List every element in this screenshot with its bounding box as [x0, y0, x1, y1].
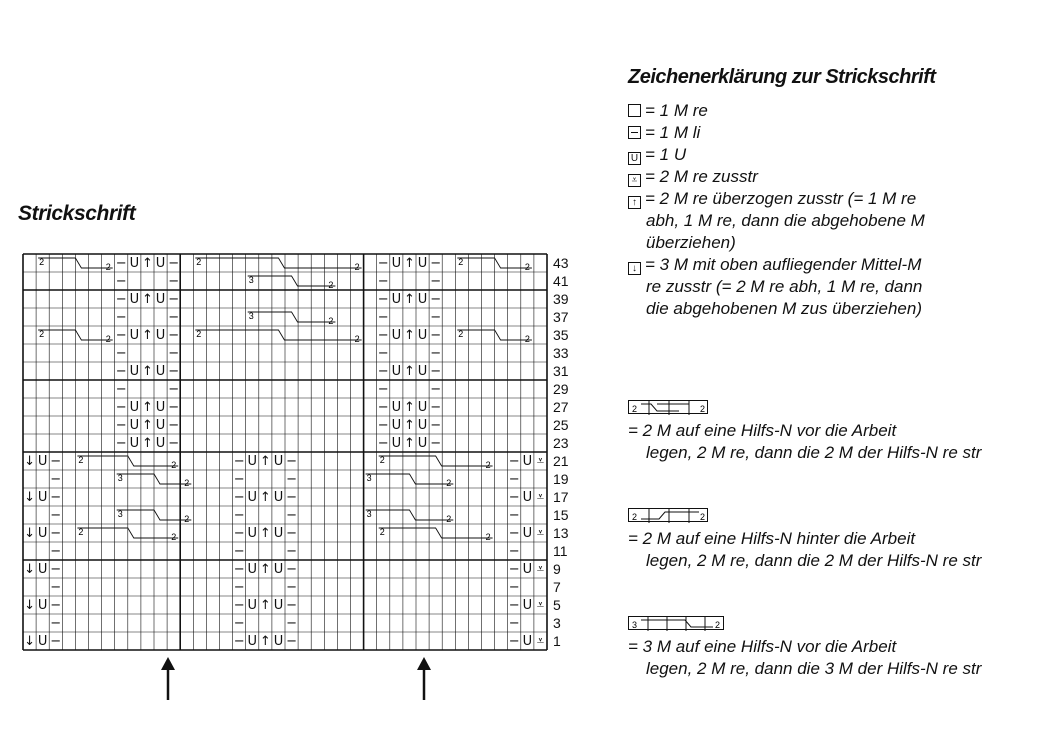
double-dec-stitch: ↓ [24, 598, 36, 613]
purl-stitch: − [286, 508, 298, 523]
yarn-over-stitch: U [522, 562, 533, 577]
cable-left-digit-right: 2 [105, 334, 111, 344]
yarn-over-stitch: U [155, 364, 166, 379]
purl-stitch: − [115, 400, 127, 415]
legend-skp: ↑ = 2 M re überzogen zusstr (= 1 M re abh, 1 M re, dann die abgehobene M überziehen) [628, 188, 1028, 254]
row-number: 43 [553, 255, 569, 271]
purl-stitch: − [286, 490, 298, 505]
purl-stitch: − [508, 598, 520, 613]
yarn-over-stitch: U [129, 256, 140, 271]
cable-lower-mid-l-digit-right: 2 [184, 478, 190, 488]
center-arrow-left [158, 656, 178, 702]
cable-lower-right-digit-left: 2 [379, 455, 385, 465]
yarn-over-stitch: U [129, 328, 140, 343]
row-number: 11 [553, 543, 568, 559]
yarn-over-stitch: U [417, 418, 428, 433]
purl-icon [628, 126, 641, 139]
purl-stitch: − [286, 616, 298, 631]
cable-mid-line [248, 312, 336, 322]
legend-purl: = 1 M li [628, 122, 700, 144]
yarn-over-stitch: U [129, 364, 140, 379]
row-number: 23 [553, 435, 569, 451]
purl-stitch: − [377, 364, 389, 379]
purl-stitch: − [168, 274, 180, 289]
cable1-right-digit: 2 [700, 404, 706, 414]
skp-icon: ↑ [628, 196, 641, 209]
row-number: 5 [553, 597, 561, 613]
cable3-right-digit: 2 [715, 620, 721, 630]
double-dec-stitch: ↓ [24, 634, 36, 649]
cable-center-line [195, 330, 361, 340]
purl-stitch: − [377, 418, 389, 433]
purl-stitch: − [286, 526, 298, 541]
cable-center-digit-left: 2 [196, 329, 202, 339]
k2tog-stitch: ⩡ [536, 454, 545, 469]
purl-stitch: − [50, 508, 62, 523]
yarn-over-stitch: U [155, 328, 166, 343]
yarn-over-stitch: U [37, 562, 48, 577]
purl-stitch: − [508, 526, 520, 541]
sk2p-stitch: ↑ [403, 328, 415, 343]
yarn-over-stitch: U [37, 598, 48, 613]
purl-stitch: − [233, 598, 245, 613]
purl-stitch: − [233, 454, 245, 469]
row-number: 27 [553, 399, 569, 415]
yarn-over-stitch: U [522, 634, 533, 649]
cable-center-digit-left: 2 [196, 257, 202, 267]
purl-stitch: − [377, 274, 389, 289]
purl-stitch: − [286, 472, 298, 487]
cable-front-3-2-icon [628, 616, 724, 630]
purl-stitch: − [50, 562, 62, 577]
cable-right-digit-left: 2 [458, 329, 464, 339]
row-number: 41 [553, 273, 569, 289]
cable-left-digit-left: 2 [39, 329, 45, 339]
yarn-over-stitch: U [155, 256, 166, 271]
yarn-over-stitch: U [273, 454, 284, 469]
yarn-over-stitch: U [37, 490, 48, 505]
cable-left-digit-right: 2 [105, 262, 111, 272]
row-number: 29 [553, 381, 569, 397]
yarn-over-stitch: U [417, 400, 428, 415]
purl-stitch: − [508, 634, 520, 649]
legend-k2tog: ⩡ = 2 M re zusstr [628, 166, 758, 188]
yarn-over-icon: U [628, 152, 641, 165]
purl-stitch: − [377, 382, 389, 397]
cable-lower-mid-r-digit-right: 2 [446, 478, 452, 488]
chart-title: Strickschrift [18, 202, 136, 225]
k2tog-stitch: ⩡ [536, 490, 545, 505]
yarn-over-stitch: U [522, 490, 533, 505]
cable-lower-right-digit-right: 2 [485, 460, 491, 470]
purl-stitch: − [168, 292, 180, 307]
purl-stitch: − [115, 256, 127, 271]
yarn-over-stitch: U [273, 490, 284, 505]
row-number: 7 [553, 579, 561, 595]
purl-stitch: − [430, 328, 442, 343]
row-number: 3 [553, 615, 561, 631]
yarn-over-stitch: U [417, 292, 428, 307]
purl-stitch: − [168, 436, 180, 451]
purl-stitch: − [377, 436, 389, 451]
sk2p-stitch: ↑ [403, 256, 415, 271]
yarn-over-stitch: U [391, 328, 402, 343]
cable-lower-right-line [379, 456, 493, 466]
purl-stitch: − [430, 310, 442, 325]
double-dec-stitch: ↓ [24, 454, 36, 469]
cable-right-digit-left: 2 [458, 257, 464, 267]
purl-stitch: − [377, 256, 389, 271]
purl-stitch: − [168, 310, 180, 325]
yarn-over-stitch: U [37, 634, 48, 649]
yarn-over-stitch: U [391, 292, 402, 307]
purl-stitch: − [508, 562, 520, 577]
legend-cable-front-2-2: = 2 M auf eine Hilfs-N vor die Arbeit legen, 2 M re, dann die 2 M der Hilfs-N re str [628, 421, 982, 462]
purl-stitch: − [377, 310, 389, 325]
purl-stitch: − [430, 292, 442, 307]
center-arrow-right [414, 656, 434, 702]
cable-center-digit-right: 2 [354, 334, 360, 344]
double-dec-stitch: ↓ [24, 490, 36, 505]
purl-stitch: − [168, 364, 180, 379]
sk2p-stitch: ↑ [259, 634, 271, 649]
purl-stitch: − [115, 346, 127, 361]
sk2p-stitch: ↑ [403, 418, 415, 433]
sk2p-stitch: ↑ [403, 292, 415, 307]
double-dec-icon: ↓ [628, 262, 641, 275]
purl-stitch: − [430, 346, 442, 361]
yarn-over-stitch: U [155, 418, 166, 433]
purl-stitch: − [430, 256, 442, 271]
purl-stitch: − [430, 436, 442, 451]
sk2p-stitch: ↑ [259, 454, 271, 469]
k2tog-icon: ⩡ [628, 174, 641, 187]
cable-mid-digit-left: 3 [248, 275, 254, 285]
yarn-over-stitch: U [247, 526, 258, 541]
cable-center-digit-right: 2 [354, 262, 360, 272]
purl-stitch: − [233, 508, 245, 523]
cable-lower-mid-l-digit-right: 2 [184, 514, 190, 524]
yarn-over-stitch: U [417, 256, 428, 271]
cable-lower-mid-r-digit-left: 3 [366, 473, 372, 483]
row-number: 31 [553, 363, 569, 379]
cable-right-digit-right: 2 [524, 262, 530, 272]
cable-mid-digit-left: 3 [248, 311, 254, 321]
cable-back-2-2-icon [628, 508, 708, 522]
yarn-over-stitch: U [247, 562, 258, 577]
row-number: 39 [553, 291, 569, 307]
purl-stitch: − [286, 634, 298, 649]
row-number: 35 [553, 327, 569, 343]
row-number: 15 [553, 507, 569, 523]
cable-lower-mid-r-digit-right: 2 [446, 514, 452, 524]
purl-stitch: − [233, 616, 245, 631]
cable-lower-left-digit-left: 2 [78, 527, 84, 537]
purl-stitch: − [115, 274, 127, 289]
yarn-over-stitch: U [129, 418, 140, 433]
purl-stitch: − [286, 598, 298, 613]
yarn-over-stitch: U [391, 256, 402, 271]
yarn-over-stitch: U [522, 526, 533, 541]
row-number: 9 [553, 561, 561, 577]
purl-stitch: − [430, 382, 442, 397]
purl-stitch: − [508, 616, 520, 631]
purl-stitch: − [115, 310, 127, 325]
sk2p-stitch: ↑ [141, 364, 153, 379]
row-number: 21 [553, 453, 569, 469]
purl-stitch: − [508, 454, 520, 469]
purl-stitch: − [233, 490, 245, 505]
yarn-over-stitch: U [37, 526, 48, 541]
sk2p-stitch: ↑ [403, 364, 415, 379]
purl-stitch: − [50, 526, 62, 541]
cable-lower-mid-r-digit-left: 3 [366, 509, 372, 519]
yarn-over-stitch: U [37, 454, 48, 469]
cable-lower-right-digit-right: 2 [485, 532, 491, 542]
yarn-over-stitch: U [391, 364, 402, 379]
cable-front-2-2-icon [628, 400, 708, 414]
double-dec-stitch: ↓ [24, 526, 36, 541]
purl-stitch: − [168, 328, 180, 343]
yarn-over-stitch: U [155, 436, 166, 451]
purl-stitch: − [286, 544, 298, 559]
yarn-over-stitch: U [247, 490, 258, 505]
double-dec-stitch: ↓ [24, 562, 36, 577]
yarn-over-stitch: U [417, 436, 428, 451]
purl-stitch: − [168, 256, 180, 271]
yarn-over-stitch: U [522, 454, 533, 469]
cable-lower-left-digit-right: 2 [171, 460, 177, 470]
legend-yarn-over: U = 1 U [628, 144, 686, 166]
knit-icon [628, 104, 641, 117]
cable-lower-right-digit-left: 2 [379, 527, 385, 537]
yarn-over-stitch: U [417, 364, 428, 379]
purl-stitch: − [233, 526, 245, 541]
purl-stitch: − [50, 490, 62, 505]
yarn-over-stitch: U [273, 526, 284, 541]
row-number: 19 [553, 471, 569, 487]
row-number: 37 [553, 309, 569, 325]
purl-stitch: − [430, 400, 442, 415]
sk2p-stitch: ↑ [141, 256, 153, 271]
purl-stitch: − [115, 292, 127, 307]
sk2p-stitch: ↑ [403, 436, 415, 451]
purl-stitch: − [50, 472, 62, 487]
purl-stitch: − [377, 400, 389, 415]
purl-stitch: − [286, 562, 298, 577]
cable-mid-line [248, 276, 336, 286]
purl-stitch: − [430, 418, 442, 433]
yarn-over-stitch: U [155, 400, 166, 415]
purl-stitch: − [115, 436, 127, 451]
purl-stitch: − [50, 616, 62, 631]
purl-stitch: − [50, 544, 62, 559]
cable-lower-left-digit-left: 2 [78, 455, 84, 465]
purl-stitch: − [50, 454, 62, 469]
row-number: 1 [553, 633, 561, 649]
purl-stitch: − [50, 598, 62, 613]
purl-stitch: − [50, 580, 62, 595]
legend-cable-back-2-2: = 2 M auf eine Hilfs-N hinter die Arbeit legen, 2 M re, dann die 2 M der Hilfs-N re str [628, 529, 982, 570]
purl-stitch: − [115, 382, 127, 397]
sk2p-stitch: ↑ [259, 526, 271, 541]
cable-lower-right-line [379, 528, 493, 538]
purl-stitch: − [430, 274, 442, 289]
sk2p-stitch: ↑ [259, 562, 271, 577]
cable-lower-mid-l-digit-left: 3 [117, 509, 123, 519]
legend-double-dec: ↓ = 3 M mit oben aufliegender Mittel-M re zusstr (= 2 M re abh, 1 M re, dann die abgehobenen M zus überziehen) [628, 254, 1028, 320]
k2tog-stitch: ⩡ [536, 526, 545, 541]
purl-stitch: − [233, 580, 245, 595]
purl-stitch: − [50, 634, 62, 649]
yarn-over-stitch: U [391, 436, 402, 451]
yarn-over-stitch: U [522, 598, 533, 613]
purl-stitch: − [115, 328, 127, 343]
cable2-left-digit: 2 [632, 512, 638, 522]
cable-mid-digit-right: 2 [328, 316, 334, 326]
yarn-over-stitch: U [129, 400, 140, 415]
yarn-over-stitch: U [273, 562, 284, 577]
yarn-over-stitch: U [129, 436, 140, 451]
cable-lower-mid-r-line [366, 474, 454, 484]
yarn-over-stitch: U [391, 418, 402, 433]
purl-stitch: − [508, 508, 520, 523]
purl-stitch: − [115, 418, 127, 433]
purl-stitch: − [508, 472, 520, 487]
yarn-over-stitch: U [247, 598, 258, 613]
sk2p-stitch: ↑ [141, 292, 153, 307]
yarn-over-stitch: U [273, 634, 284, 649]
yarn-over-stitch: U [417, 328, 428, 343]
legend-knit: = 1 M re [628, 100, 708, 122]
purl-stitch: − [508, 544, 520, 559]
purl-stitch: − [233, 634, 245, 649]
cable-lower-left-digit-right: 2 [171, 532, 177, 542]
yarn-over-stitch: U [273, 598, 284, 613]
sk2p-stitch: ↑ [259, 598, 271, 613]
purl-stitch: − [233, 562, 245, 577]
cable-mid-digit-right: 2 [328, 280, 334, 290]
purl-stitch: − [377, 328, 389, 343]
legend-title: Zeichenerklärung zur Strickschrift [628, 66, 936, 88]
sk2p-stitch: ↑ [141, 436, 153, 451]
cable3-left-digit: 3 [632, 620, 638, 630]
purl-stitch: − [430, 364, 442, 379]
purl-stitch: − [233, 472, 245, 487]
purl-stitch: − [508, 490, 520, 505]
cable-left-digit-left: 2 [39, 257, 45, 267]
purl-stitch: − [286, 580, 298, 595]
purl-stitch: − [233, 544, 245, 559]
sk2p-stitch: ↑ [259, 490, 271, 505]
purl-stitch: − [286, 454, 298, 469]
yarn-over-stitch: U [247, 454, 258, 469]
k2tog-stitch: ⩡ [536, 562, 545, 577]
sk2p-stitch: ↑ [141, 418, 153, 433]
cable-lower-mid-l-digit-left: 3 [117, 473, 123, 483]
cable-lower-mid-r-line [366, 510, 454, 520]
sk2p-stitch: ↑ [403, 400, 415, 415]
row-number: 33 [553, 345, 569, 361]
yarn-over-stitch: U [155, 292, 166, 307]
k2tog-stitch: ⩡ [536, 634, 545, 649]
purl-stitch: − [168, 346, 180, 361]
purl-stitch: − [377, 346, 389, 361]
sk2p-stitch: ↑ [141, 400, 153, 415]
purl-stitch: − [377, 292, 389, 307]
yarn-over-stitch: U [129, 292, 140, 307]
row-number: 17 [553, 489, 569, 505]
row-number: 25 [553, 417, 569, 433]
cable-center-line [195, 258, 361, 268]
yarn-over-stitch: U [391, 400, 402, 415]
sk2p-stitch: ↑ [141, 328, 153, 343]
purl-stitch: − [168, 400, 180, 415]
k2tog-stitch: ⩡ [536, 598, 545, 613]
purl-stitch: − [168, 382, 180, 397]
legend-cable-front-3-2: = 3 M auf eine Hilfs-N vor die Arbeit legen, 2 M re, dann die 3 M der Hilfs-N re str [628, 637, 982, 678]
row-number: 13 [553, 525, 569, 541]
yarn-over-stitch: U [247, 634, 258, 649]
cable2-right-digit: 2 [700, 512, 706, 522]
purl-stitch: − [508, 580, 520, 595]
purl-stitch: − [115, 364, 127, 379]
cable-right-digit-right: 2 [524, 334, 530, 344]
cable1-left-digit: 2 [632, 404, 638, 414]
purl-stitch: − [168, 418, 180, 433]
